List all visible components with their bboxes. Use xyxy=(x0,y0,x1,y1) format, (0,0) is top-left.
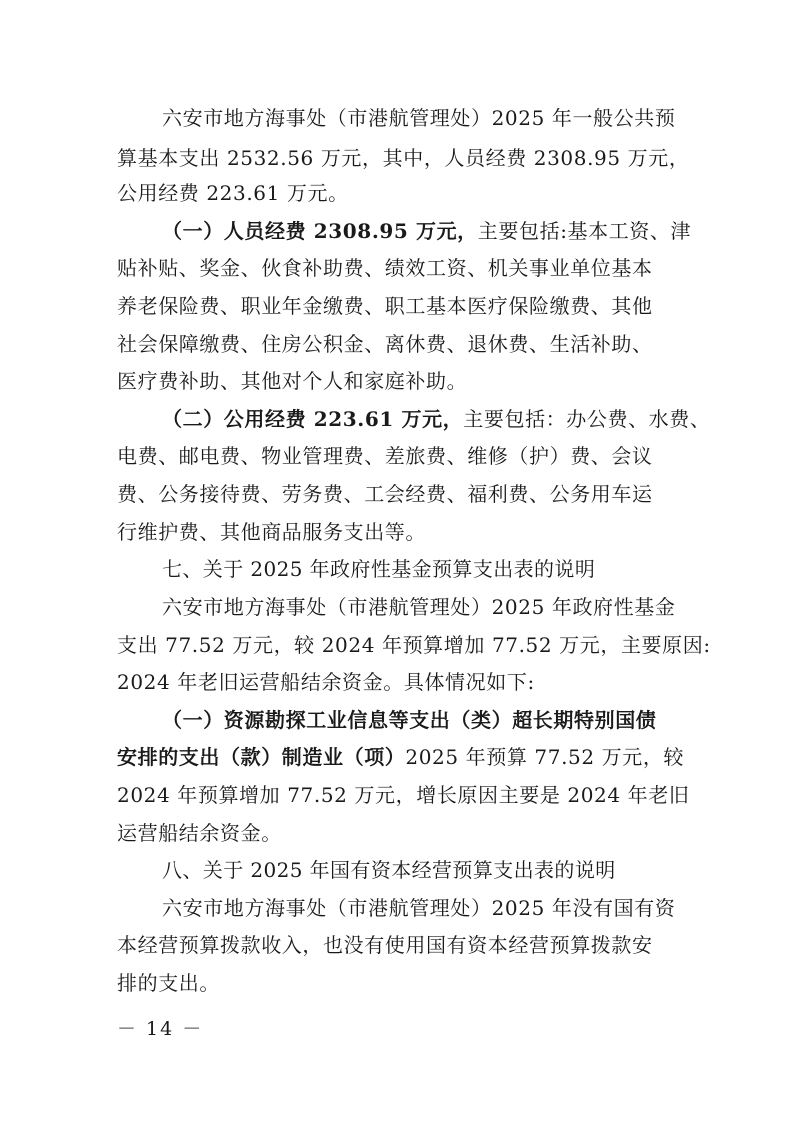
text-segment: 2025 年预算 77.52 万元，较 xyxy=(405,745,685,769)
text-segment: 贴补贴、奖金、伙食补助费、绩效工资、机关事业单位基本 xyxy=(117,256,653,280)
text-segment: 算基本支出 2532.56 万元，其中，人员经费 2308.95 万元， xyxy=(117,146,690,170)
body-text-line xyxy=(117,255,677,281)
text-segment: 2024 年老旧运营船结余资金。具体情况如下: xyxy=(117,670,535,694)
text-segment: 运营船结余资金。 xyxy=(117,821,282,845)
text-segment: 公用经费 223.61 万元。 xyxy=(117,181,349,205)
body-text-line xyxy=(117,782,690,808)
body-text-line xyxy=(117,820,677,846)
text-segment: 六安市地方海事处（市港航管理处）2025 年政府性基金 xyxy=(162,595,676,619)
section-heading xyxy=(162,857,677,883)
body-text-line xyxy=(117,180,677,206)
body-text-line xyxy=(117,632,711,658)
text-segment: 排的支出。 xyxy=(117,971,220,995)
body-text-line xyxy=(117,331,677,357)
body-text-line xyxy=(117,744,685,770)
body-text-line xyxy=(117,481,677,507)
section-heading xyxy=(162,556,677,582)
subheading-text: （二）公用经费 223.61 万元， xyxy=(162,407,464,431)
body-text-line xyxy=(162,895,677,921)
subheading-text: （一）资源勘探工业信息等支出（类）超长期特别国债 xyxy=(162,708,657,732)
text-segment: 行维护费、其他商品服务支出等。 xyxy=(117,520,426,544)
text-segment: 电费、邮电费、物业管理费、差旅费、维修（护）费、会议 xyxy=(117,444,653,468)
body-text-line xyxy=(162,218,692,244)
page-number: － 14 － xyxy=(117,1018,204,1040)
text-segment: 六安市地方海事处（市港航管理处）2025 年没有国有资 xyxy=(162,896,676,920)
body-text-line xyxy=(162,707,677,733)
subheading-text: 安排的支出（款）制造业（项） xyxy=(117,745,406,769)
body-text-line xyxy=(117,519,677,545)
body-text-line xyxy=(117,368,677,394)
body-text-line xyxy=(162,105,677,131)
text-segment: 2024 年预算增加 77.52 万元，增长原因主要是 2024 年老旧 xyxy=(117,783,690,807)
text-segment: 社会保障缴费、住房公积金、离休费、退休费、生活补助、 xyxy=(117,332,653,356)
body-text-line xyxy=(117,932,677,958)
text-segment: 支出 77.52 万元，较 2024 年预算增加 77.52 万元，主要原因: xyxy=(117,633,711,657)
body-text-line xyxy=(117,669,677,695)
text-segment: 六安市地方海事处（市港航管理处）2025 年一般公共预 xyxy=(162,106,676,130)
body-text-line xyxy=(162,594,677,620)
body-text-line xyxy=(117,970,677,996)
text-segment: 费、公务接待费、劳务费、工会经费、福利费、公务用车运 xyxy=(117,482,653,506)
text-segment: 主要包括:基本工资、津 xyxy=(477,219,692,243)
body-text-line xyxy=(117,293,677,319)
subheading-text: （一）人员经费 2308.95 万元， xyxy=(162,219,478,243)
text-segment: 医疗费补助、其他对个人和家庭补助。 xyxy=(117,369,468,393)
text-segment: 主要包括：办公费、水费、 xyxy=(463,407,711,431)
text-segment: 八、关于 2025 年国有资本经营预算支出表的说明 xyxy=(162,858,616,882)
body-text-line xyxy=(162,406,711,432)
body-text-line xyxy=(117,145,690,171)
text-segment: 本经营预算拨款收入，也没有使用国有资本经营预算拨款安 xyxy=(117,933,653,957)
body-text-line xyxy=(117,443,677,469)
text-segment: 养老保险费、职业年金缴费、职工基本医疗保险缴费、其他 xyxy=(117,294,653,318)
text-segment: 七、关于 2025 年政府性基金预算支出表的说明 xyxy=(162,557,596,581)
